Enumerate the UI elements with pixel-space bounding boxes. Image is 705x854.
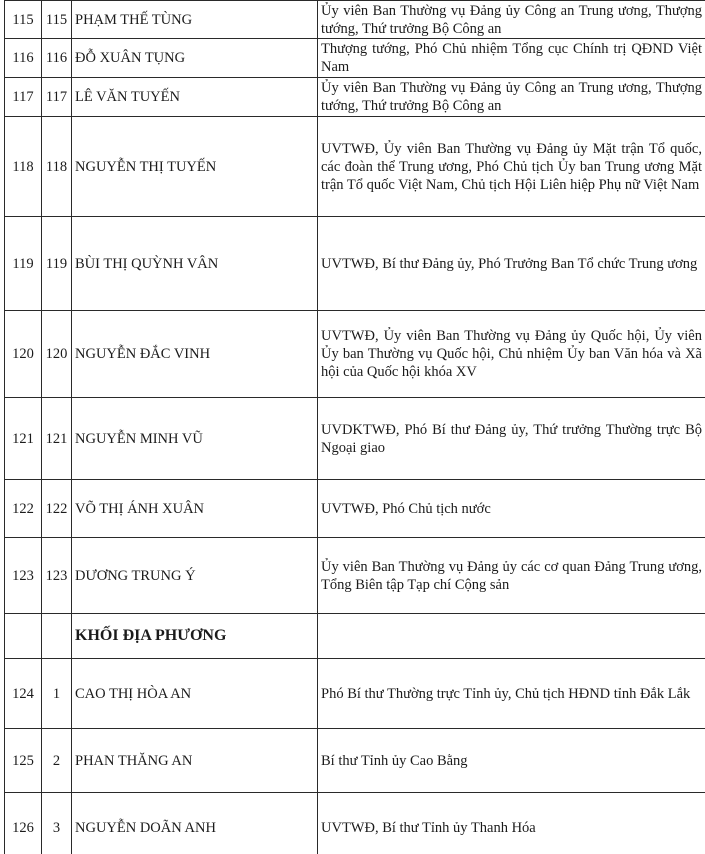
row-index: 119 — [5, 217, 42, 311]
person-name: NGUYỄN ĐẮC VINH — [72, 311, 318, 398]
person-name: PHẠM THẾ TÙNG — [72, 1, 318, 39]
person-role: UVTWĐ, Bí thư Tỉnh ủy Thanh Hóa — [318, 793, 705, 854]
person-name: CAO THỊ HÒA AN — [72, 659, 318, 729]
table-row — [5, 39, 705, 78]
group-index: 1 — [42, 659, 72, 729]
person-role: Thượng tướng, Phó Chủ nhiệm Tổng cục Chính trị QĐND Việt Nam — [318, 39, 705, 78]
table-row — [5, 1, 705, 39]
group-index: 2 — [42, 729, 72, 793]
empty-cell — [42, 614, 72, 659]
group-index: 123 — [42, 538, 72, 614]
person-name: NGUYỄN THỊ TUYẾN — [72, 117, 318, 217]
table-row — [5, 480, 705, 538]
table-row — [5, 793, 705, 854]
table-row — [5, 659, 705, 729]
group-index: 115 — [42, 1, 72, 39]
person-role: Ủy viên Ban Thường vụ Đảng ủy Công an Trung ương, Thượng tướng, Thứ trưởng Bộ Công an — [318, 1, 705, 39]
person-role: UVTWĐ, Ủy viên Ban Thường vụ Đảng ủy Quốc hội, Ủy viên Ủy ban Thường vụ Quốc hội, Chủ nhiệm Ủy ban Văn hóa và Xã hội của Quốc hội khóa XV — [318, 311, 705, 398]
person-name: NGUYỄN MINH VŨ — [72, 398, 318, 480]
row-index: 117 — [5, 78, 42, 117]
row-index: 124 — [5, 659, 42, 729]
row-index: 122 — [5, 480, 42, 538]
person-name: DƯƠNG TRUNG Ý — [72, 538, 318, 614]
delegate-table — [4, 0, 705, 854]
table-row — [5, 217, 705, 311]
table-row — [5, 398, 705, 480]
person-role: Ủy viên Ban Thường vụ Đảng ủy Công an Trung ương, Thượng tướng, Thứ trưởng Bộ Công an — [318, 78, 705, 117]
group-index: 116 — [42, 39, 72, 78]
row-index: 126 — [5, 793, 42, 854]
row-index: 121 — [5, 398, 42, 480]
group-index: 3 — [42, 793, 72, 854]
person-role: UVTWĐ, Ủy viên Ban Thường vụ Đảng ủy Mặt trận Tổ quốc, các đoàn thể Trung ương, Phó Chủ tịch Ủy ban Trung ương Mặt trận Tổ quốc Việt Nam, Chủ tịch Hội Liên hiệp Phụ nữ Việt Nam — [318, 117, 705, 217]
person-role: UVTWĐ, Phó Chủ tịch nước — [318, 480, 705, 538]
person-role: Ủy viên Ban Thường vụ Đảng ủy các cơ quan Đảng Trung ương, Tổng Biên tập Tạp chí Cộng sản — [318, 538, 705, 614]
person-role: UVTWĐ, Bí thư Đảng ủy, Phó Trưởng Ban Tổ chức Trung ương — [318, 217, 705, 311]
person-role: Phó Bí thư Thường trực Tỉnh ủy, Chủ tịch HĐND tỉnh Đắk Lắk — [318, 659, 705, 729]
row-index: 115 — [5, 1, 42, 39]
table-row — [5, 117, 705, 217]
person-name: LÊ VĂN TUYẾN — [72, 78, 318, 117]
group-index: 118 — [42, 117, 72, 217]
group-index: 121 — [42, 398, 72, 480]
group-index: 117 — [42, 78, 72, 117]
person-name: ĐỖ XUÂN TỤNG — [72, 39, 318, 78]
row-index: 123 — [5, 538, 42, 614]
person-role: UVDKTWĐ, Phó Bí thư Đảng ủy, Thứ trưởng Thường trực Bộ Ngoại giao — [318, 398, 705, 480]
person-name: BÙI THỊ QUỲNH VÂN — [72, 217, 318, 311]
table-row — [5, 78, 705, 117]
person-role: Bí thư Tỉnh ủy Cao Bằng — [318, 729, 705, 793]
person-name: PHAN THĂNG AN — [72, 729, 318, 793]
group-index: 122 — [42, 480, 72, 538]
group-index: 120 — [42, 311, 72, 398]
row-index: 118 — [5, 117, 42, 217]
person-name: NGUYỄN DOÃN ANH — [72, 793, 318, 854]
row-index: 120 — [5, 311, 42, 398]
table-row — [5, 538, 705, 614]
group-index: 119 — [42, 217, 72, 311]
section-header-row — [5, 614, 705, 659]
row-index: 125 — [5, 729, 42, 793]
empty-cell — [318, 614, 705, 659]
empty-cell — [5, 614, 42, 659]
table-row — [5, 311, 705, 398]
table-row — [5, 729, 705, 793]
section-title: KHỐI ĐỊA PHƯƠNG — [72, 614, 318, 659]
row-index: 116 — [5, 39, 42, 78]
person-name: VÕ THỊ ÁNH XUÂN — [72, 480, 318, 538]
